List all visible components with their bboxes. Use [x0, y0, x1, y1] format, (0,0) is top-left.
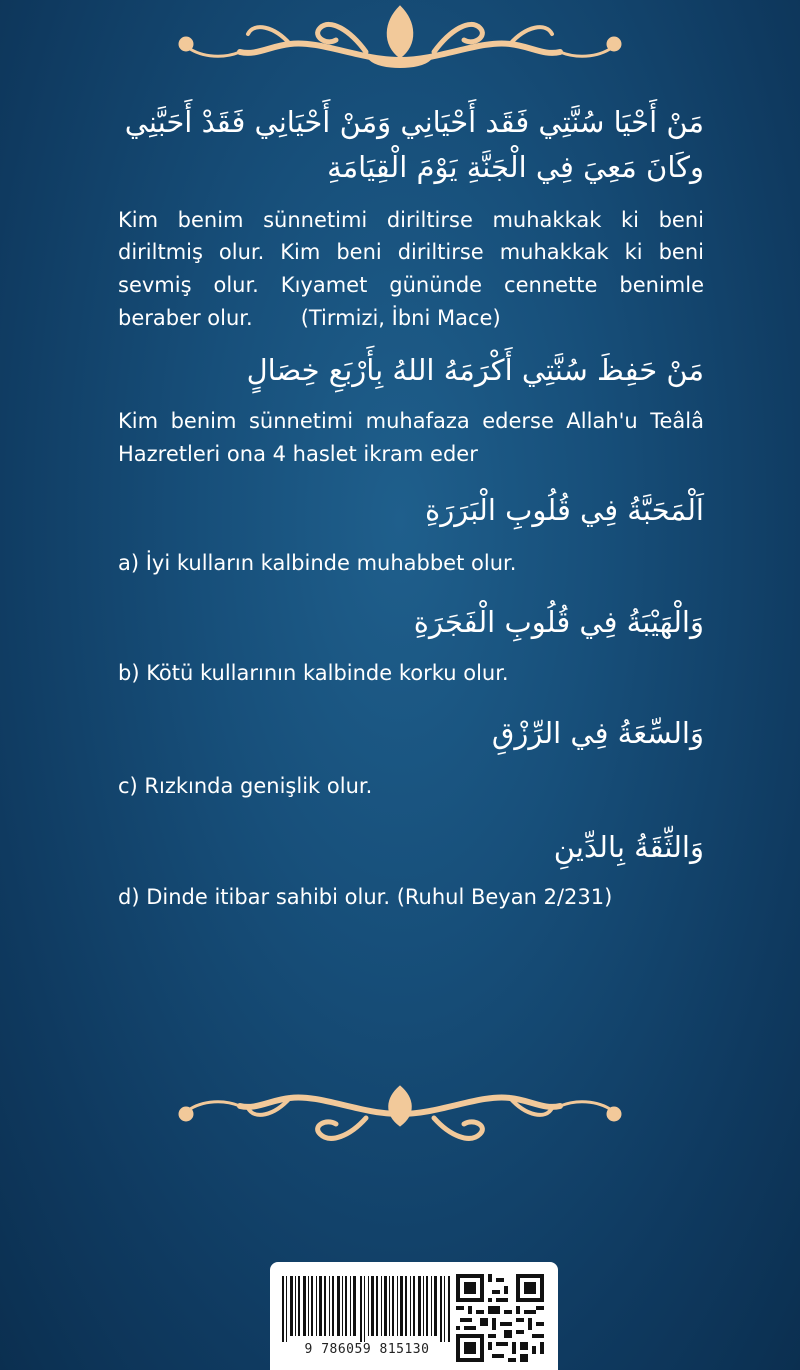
item-b-text: b) Kötü kullarının kalbinde korku olur.: [118, 660, 509, 685]
item-b-arabic: وَالْهَيْبَةُ فِي قُلُوبِ الْفَجَرَةِ: [413, 604, 704, 639]
hadith-1-arabic: مَنْ أَحْيَا سُنَّتِي فَقَد أَحْيَانِي وَمَنْ أَحْيَانِي فَقَدْ أَحَبَّنِي وكَانَ مَعِيَ فِي الْجَنَّةِ يَوْمَ الْقِيَامَةِ: [124, 105, 704, 184]
hadith-1-translation: [118, 204, 704, 334]
page-content: [118, 96, 704, 914]
hadith-2-arabic: مَنْ حَفِظَ سُنَّتِي أَكْرَمَهُ اللهُ بِأَرْبَعِ خِصَالٍ: [246, 353, 704, 388]
top-flourish-ornament: [170, 0, 630, 80]
isbn-number: 9 786059 815130: [304, 1342, 430, 1357]
barcode-bars: [282, 1276, 454, 1342]
qr-code-icon: [456, 1274, 544, 1362]
barcode-panel: [270, 1262, 558, 1370]
hadith-1-source: (Tirmizi, İbni Mace): [300, 305, 501, 330]
middle-flourish-ornament: [170, 1078, 630, 1148]
item-c-arabic: وَالسِّعَةُ فِي الرِّزْقِ: [491, 716, 704, 751]
item-a-text: a) İyi kulların kalbinde muhabbet olur.: [118, 551, 517, 576]
item-d-text: d) Dinde itibar sahibi olur. (Ruhul Beyan 2/231): [118, 885, 613, 910]
item-c-text: c) Rızkında genişlik olur.: [118, 774, 373, 798]
hadith-1-translation-text: Kim benim sünnetimi diriltirse muhakkak ki beni diriltmiş olur. Kim beni diriltirse muhakkak ki beni sevmiş olur. Kıyamet gününde cennette benimle beraber olur.: [118, 207, 704, 330]
item-d-arabic: وَالثِّقَةُ بِالدِّينِ: [553, 829, 704, 864]
hadith-2-translation: Kim benim sünnetimi muhafaza ederse Allah'u Teâlâ Hazretleri ona 4 haslet ikram eder: [118, 409, 704, 466]
item-a-arabic: اَلْمَحَبَّةُ فِي قُلُوبِ الْبَرَرَةِ: [425, 493, 704, 528]
